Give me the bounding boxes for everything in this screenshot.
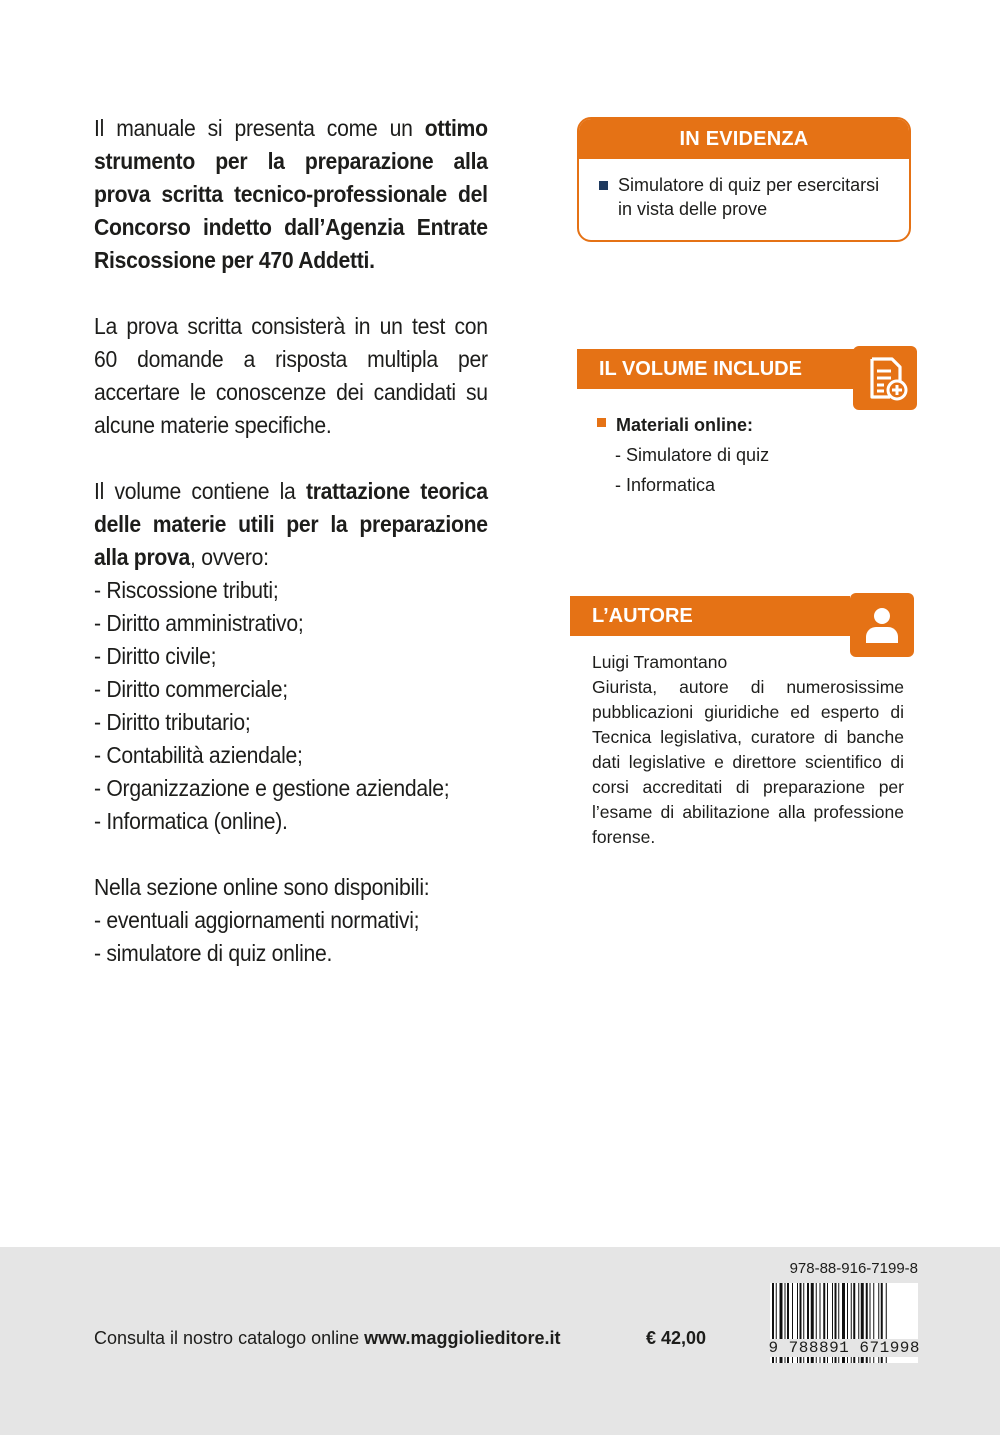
intro-text: Il manuale si presenta come un [94,115,425,141]
subjects-list [94,574,488,838]
barcode-number: 9 788891 671998 [760,1339,920,1357]
volume-list [597,410,769,500]
highlight-box [577,117,911,242]
volume-item: - Simulatore di quiz [615,445,770,465]
subject-item: - Contabilità aziendale; [94,742,303,768]
subject-item: - Informatica (online). [94,808,288,834]
highlight-item [579,159,909,221]
contents-paragraph [94,475,488,574]
author-banner: L’AUTORE [570,596,850,636]
document-add-icon [853,346,917,410]
volume-heading-row [597,410,769,440]
online-intro: Nella sezione online sono disponibili: [94,874,430,900]
price: € 42,00 [646,1328,707,1348]
contents-text: Il volume contiene la [94,478,306,504]
subject-item: - Riscossione tributi; [94,577,279,603]
author-section [592,650,904,850]
contents-bold-text: trattazione teorica delle materie utili per la preparazione alla prova [94,478,488,570]
square-bullet-icon [597,418,606,427]
subject-item: - Diritto tributario; [94,709,251,735]
catalog-text [94,1328,561,1349]
isbn-block [760,1255,918,1397]
volume-item: - Informatica [615,475,716,495]
online-item: - eventuali aggiornamenti normativi; [94,907,420,933]
volume-heading: Materiali online: [616,415,754,435]
subject-item: - Organizzazione e gestione aziendale; [94,775,450,801]
isbn-text: 978-88-916-7199-8 [789,1260,918,1277]
subject-item: - Diritto commerciale; [94,676,288,702]
description-column [94,112,488,1003]
intro-bold-text: ottimo strumento per la preparazione alla prova scritta tecnico-professionale del Concorso indetto dall’Agenzia Entrate Riscossione per 470 Addetti. [94,115,488,273]
online-item: - simulatore di quiz online. [94,940,333,966]
catalog-link[interactable]: www.maggiolieditore.it [364,1328,561,1348]
user-icon [850,593,914,657]
highlight-title: IN EVIDENZA [579,119,909,159]
author-bio: Giurista, autore di numerosissime pubblicazioni giuridiche ed esperto di Tecnica legislativa, curatore di banche dati legislative e direttore scientifico di corsi accreditati di preparazione per l’esame di abilitazione alla professione forense. [592,677,904,847]
contents-suffix: , ovvero: [190,544,269,570]
footer [0,1247,1000,1435]
exam-paragraph: La prova scritta consisterà in un test con 60 domande a risposta multipla per accertare le conoscenze dei candidati su alcune materie specifiche. [94,313,488,438]
author-name: Luigi Tramontano [592,652,728,672]
highlight-item-text: Simulatore di quiz per esercitarsi in vista delle prove [618,175,880,219]
catalog-label: Consulta il nostro catalogo online [94,1328,365,1348]
online-list [94,904,488,970]
square-bullet-icon [599,181,608,190]
volume-banner: IL VOLUME INCLUDE [577,349,857,389]
intro-paragraph [94,112,488,277]
subject-item: - Diritto amministrativo; [94,610,304,636]
subject-item: - Diritto civile; [94,643,217,669]
